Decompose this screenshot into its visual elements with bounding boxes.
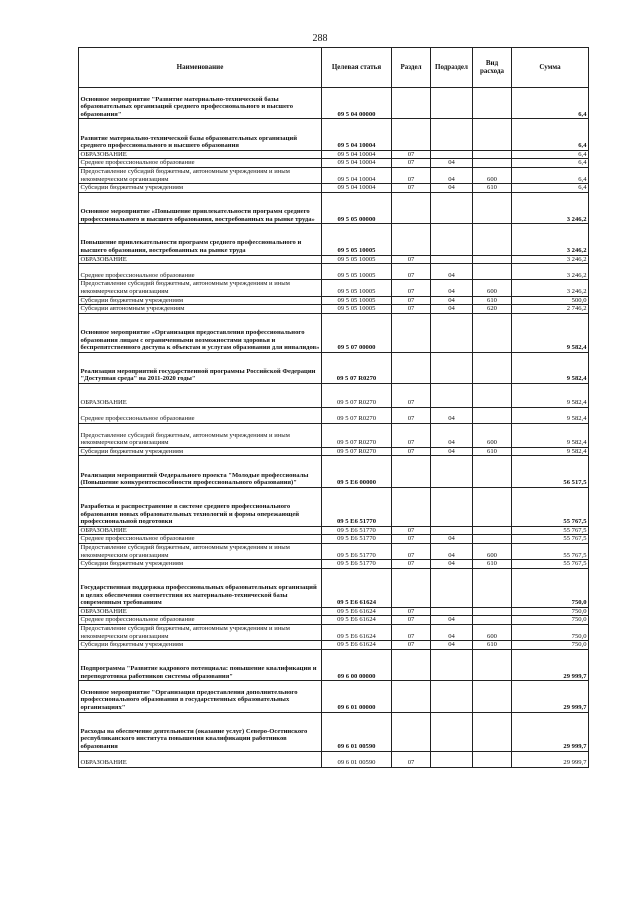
cell-expense-type — [473, 313, 512, 352]
cell-article: 09 5 07 00000 — [322, 313, 392, 352]
cell-sum: 29 999,7 — [512, 649, 589, 680]
cell-section: 07 — [392, 616, 431, 625]
cell-article: 09 5 E6 61624 — [322, 641, 392, 650]
cell-subsection — [431, 224, 473, 255]
cell-name: Основное мероприятие "Развитие материально-технической базы образовательных организаций среднего профессионального и высшего образования" — [79, 88, 322, 119]
cell-sum: 9 582,4 — [512, 424, 589, 448]
cell-expense-type — [473, 159, 512, 168]
cell-article: 09 5 E6 61624 — [322, 607, 392, 616]
cell-expense-type: 600 — [473, 424, 512, 448]
cell-expense-type — [473, 751, 512, 767]
table-row — [79, 264, 589, 280]
cell-subsection: 04 — [431, 167, 473, 183]
header-sum: Сумма — [512, 48, 589, 88]
cell-subsection — [431, 313, 473, 352]
cell-sum: 750,0 — [512, 568, 589, 607]
cell-expense-type — [473, 255, 512, 264]
cell-subsection: 04 — [431, 305, 473, 314]
cell-subsection: 04 — [431, 560, 473, 569]
cell-expense-type — [473, 88, 512, 119]
cell-subsection: 04 — [431, 616, 473, 625]
table-row — [79, 560, 589, 569]
cell-sum: 56 517,5 — [512, 456, 589, 487]
budget-table — [78, 47, 589, 768]
table-row — [79, 119, 589, 150]
cell-subsection — [431, 568, 473, 607]
table-row — [79, 424, 589, 448]
table-row — [79, 255, 589, 264]
cell-name: ОБРАЗОВАНИЕ — [79, 384, 322, 408]
cell-name: Основное мероприятие "Организация предоставления дополнительного профессионального образования в государственных образовательных организациях" — [79, 681, 322, 712]
cell-article: 09 5 04 00000 — [322, 88, 392, 119]
cell-sum: 750,0 — [512, 641, 589, 650]
cell-name: ОБРАЗОВАНИЕ — [79, 607, 322, 616]
cell-section: 07 — [392, 150, 431, 159]
cell-section: 07 — [392, 167, 431, 183]
table-row — [79, 751, 589, 767]
cell-section — [392, 192, 431, 223]
cell-sum: 750,0 — [512, 607, 589, 616]
cell-expense-type: 600 — [473, 280, 512, 296]
cell-name: Субсидии автономным учреждениям — [79, 305, 322, 314]
cell-article: 09 5 05 10005 — [322, 305, 392, 314]
cell-article: 09 5 E6 51770 — [322, 544, 392, 560]
cell-name: ОБРАЗОВАНИЕ — [79, 751, 322, 767]
cell-sum: 500,0 — [512, 296, 589, 305]
cell-subsection — [431, 456, 473, 487]
cell-expense-type — [473, 649, 512, 680]
header-section: Раздел — [392, 48, 431, 88]
cell-expense-type — [473, 487, 512, 526]
cell-section: 07 — [392, 641, 431, 650]
cell-expense-type — [473, 535, 512, 544]
cell-name: Реализация мероприятий государственной программы Российской Федерации "Доступная среда" на 2011-2020 годы" — [79, 352, 322, 383]
cell-section: 07 — [392, 447, 431, 456]
cell-subsection: 04 — [431, 407, 473, 423]
cell-subsection: 04 — [431, 544, 473, 560]
cell-subsection — [431, 649, 473, 680]
cell-subsection — [431, 712, 473, 751]
table-row — [79, 526, 589, 535]
cell-name: Предоставление субсидий бюджетным, автономным учреждениям и иным некоммерческим организациям — [79, 424, 322, 448]
cell-expense-type: 610 — [473, 447, 512, 456]
cell-subsection: 04 — [431, 184, 473, 193]
cell-name: Подпрограмма "Развитие кадрового потенциала: повышение квалификации и переподготовка работников системы образования" — [79, 649, 322, 680]
cell-expense-type — [473, 526, 512, 535]
cell-article: 09 5 05 10005 — [322, 224, 392, 255]
cell-name: Предоставление субсидий бюджетным, автономным учреждениям и иным некоммерческим организациям — [79, 280, 322, 296]
cell-name: Государственная поддержка профессиональных образовательных организаций в целях обеспечения соответствия их материально-технической базы современным требованиям — [79, 568, 322, 607]
cell-subsection: 04 — [431, 625, 473, 641]
cell-sum: 55 767,5 — [512, 487, 589, 526]
cell-expense-type: 610 — [473, 560, 512, 569]
cell-section: 07 — [392, 544, 431, 560]
cell-article: 09 5 07 R0270 — [322, 447, 392, 456]
table-row — [79, 456, 589, 487]
cell-article: 09 5 04 10004 — [322, 159, 392, 168]
cell-article: 09 5 05 10005 — [322, 264, 392, 280]
cell-expense-type — [473, 150, 512, 159]
cell-sum: 9 582,4 — [512, 384, 589, 408]
cell-article: 09 5 07 R0270 — [322, 384, 392, 408]
cell-expense-type: 610 — [473, 296, 512, 305]
cell-expense-type — [473, 407, 512, 423]
cell-sum: 29 999,7 — [512, 681, 589, 712]
cell-article: 09 5 04 10004 — [322, 184, 392, 193]
cell-name: ОБРАЗОВАНИЕ — [79, 526, 322, 535]
table-row — [79, 184, 589, 193]
header-subsection: Подраздел — [431, 48, 473, 88]
table-row — [79, 487, 589, 526]
table-row — [79, 616, 589, 625]
cell-article: 09 5 E6 51770 — [322, 560, 392, 569]
cell-sum: 750,0 — [512, 616, 589, 625]
cell-article: 09 5 07 R0270 — [322, 352, 392, 383]
cell-article: 09 5 05 00000 — [322, 192, 392, 223]
cell-section: 07 — [392, 535, 431, 544]
cell-name: Развитие материально-технической базы образовательных организаций среднего профессионального и высшего образования — [79, 119, 322, 150]
cell-subsection — [431, 487, 473, 526]
cell-subsection: 04 — [431, 159, 473, 168]
cell-expense-type — [473, 192, 512, 223]
cell-subsection — [431, 255, 473, 264]
cell-sum: 55 767,5 — [512, 526, 589, 535]
cell-section: 07 — [392, 560, 431, 569]
table-row — [79, 224, 589, 255]
table-row — [79, 88, 589, 119]
table-row — [79, 296, 589, 305]
cell-expense-type — [473, 352, 512, 383]
table-header-row — [79, 48, 589, 88]
cell-sum: 3 246,2 — [512, 192, 589, 223]
cell-subsection — [431, 119, 473, 150]
cell-section: 07 — [392, 424, 431, 448]
table-row — [79, 280, 589, 296]
cell-expense-type — [473, 119, 512, 150]
cell-expense-type — [473, 681, 512, 712]
cell-subsection — [431, 526, 473, 535]
cell-sum: 9 582,4 — [512, 407, 589, 423]
cell-sum: 2 746,2 — [512, 305, 589, 314]
cell-section: 07 — [392, 384, 431, 408]
cell-sum: 6,4 — [512, 150, 589, 159]
cell-sum: 55 767,5 — [512, 544, 589, 560]
cell-subsection: 04 — [431, 280, 473, 296]
table-row — [79, 384, 589, 408]
header-expense-type: Вид расхода — [473, 48, 512, 88]
cell-subsection: 04 — [431, 535, 473, 544]
cell-sum: 3 246,2 — [512, 255, 589, 264]
cell-subsection: 04 — [431, 447, 473, 456]
cell-sum: 6,4 — [512, 159, 589, 168]
cell-article: 09 5 05 10005 — [322, 280, 392, 296]
cell-section: 07 — [392, 296, 431, 305]
cell-subsection: 04 — [431, 296, 473, 305]
cell-sum: 3 246,2 — [512, 280, 589, 296]
cell-article: 09 5 E6 61624 — [322, 616, 392, 625]
table-row — [79, 192, 589, 223]
cell-article: 09 5 04 10004 — [322, 167, 392, 183]
cell-article: 09 5 E6 51770 — [322, 535, 392, 544]
table-row — [79, 641, 589, 650]
cell-article: 09 5 E6 51770 — [322, 487, 392, 526]
cell-expense-type — [473, 384, 512, 408]
cell-article: 09 5 E6 61624 — [322, 625, 392, 641]
table-row — [79, 150, 589, 159]
table-body — [79, 88, 589, 768]
cell-name: Повышение привлекательности программ среднего профессионального и высшего образования, востребованных на рынке труда — [79, 224, 322, 255]
cell-sum: 55 767,5 — [512, 535, 589, 544]
cell-name: Расходы на обеспечение деятельности (оказание услуг) Северо-Осетинского республиканского института повышения квалификации работников образования — [79, 712, 322, 751]
page-number: 288 — [312, 33, 328, 44]
cell-article: 09 6 01 00000 — [322, 681, 392, 712]
table-row — [79, 681, 589, 712]
cell-section — [392, 224, 431, 255]
cell-section — [392, 568, 431, 607]
cell-section: 07 — [392, 159, 431, 168]
cell-name: Среднее профессиональное образование — [79, 535, 322, 544]
cell-sum: 6,4 — [512, 88, 589, 119]
cell-subsection — [431, 751, 473, 767]
cell-name: Субсидии бюджетным учреждениям — [79, 560, 322, 569]
cell-name: ОБРАЗОВАНИЕ — [79, 150, 322, 159]
cell-section — [392, 313, 431, 352]
cell-sum: 29 999,7 — [512, 751, 589, 767]
cell-sum: 9 582,4 — [512, 352, 589, 383]
header-article: Целевая статья — [322, 48, 392, 88]
cell-subsection — [431, 352, 473, 383]
table-row — [79, 544, 589, 560]
cell-name: Предоставление субсидий бюджетным, автономным учреждениям и иным некоммерческим организациям — [79, 625, 322, 641]
cell-name: Субсидии бюджетным учреждениям — [79, 447, 322, 456]
cell-expense-type: 620 — [473, 305, 512, 314]
cell-article: 09 5 E6 51770 — [322, 526, 392, 535]
cell-article: 09 5 05 10005 — [322, 255, 392, 264]
cell-section — [392, 456, 431, 487]
cell-article: 09 5 07 R0270 — [322, 424, 392, 448]
cell-subsection — [431, 88, 473, 119]
cell-expense-type — [473, 616, 512, 625]
cell-expense-type: 600 — [473, 167, 512, 183]
cell-expense-type — [473, 568, 512, 607]
table-row — [79, 535, 589, 544]
cell-article: 09 5 E6 00000 — [322, 456, 392, 487]
cell-expense-type — [473, 712, 512, 751]
table-row — [79, 305, 589, 314]
cell-section: 07 — [392, 607, 431, 616]
cell-section — [392, 88, 431, 119]
cell-section — [392, 119, 431, 150]
cell-subsection — [431, 681, 473, 712]
cell-expense-type: 600 — [473, 625, 512, 641]
cell-subsection — [431, 150, 473, 159]
cell-expense-type: 600 — [473, 544, 512, 560]
cell-name: Разработка и распространение в системе среднего профессионального образования новых образовательных технологий и формы опережающей профессиональной подготовки — [79, 487, 322, 526]
cell-expense-type — [473, 264, 512, 280]
cell-sum: 3 246,2 — [512, 224, 589, 255]
cell-section: 07 — [392, 625, 431, 641]
cell-name: Основное мероприятие «Организация предоставления профессионального образования лицам с ограниченными возможностями здоровья и беспрепятственного доступа к объектам и услугам образования для инвалидов» — [79, 313, 322, 352]
cell-name: Основное мероприятие «Повышение привлекательности программ среднего профессионального и высшего образования, востребованных на рынке труда» — [79, 192, 322, 223]
cell-subsection — [431, 192, 473, 223]
cell-section — [392, 681, 431, 712]
cell-name: Среднее профессиональное образование — [79, 407, 322, 423]
table-row — [79, 568, 589, 607]
table-row — [79, 407, 589, 423]
cell-sum: 3 246,2 — [512, 264, 589, 280]
cell-article: 09 5 04 10004 — [322, 119, 392, 150]
cell-section: 07 — [392, 305, 431, 314]
cell-name: Среднее профессиональное образование — [79, 264, 322, 280]
cell-name: Среднее профессиональное образование — [79, 159, 322, 168]
cell-article: 09 5 05 10005 — [322, 296, 392, 305]
table-row — [79, 167, 589, 183]
cell-subsection — [431, 384, 473, 408]
cell-expense-type — [473, 607, 512, 616]
cell-article: 09 6 01 00590 — [322, 751, 392, 767]
cell-section: 07 — [392, 184, 431, 193]
cell-name: Предоставление субсидий бюджетным, автономным учреждениям и иным некоммерческим организациям — [79, 167, 322, 183]
cell-article: 09 6 01 00590 — [322, 712, 392, 751]
cell-article: 09 6 00 00000 — [322, 649, 392, 680]
table-row — [79, 352, 589, 383]
cell-name: Субсидии бюджетным учреждениям — [79, 641, 322, 650]
cell-name: Реализация мероприятий Федерального проекта "Молодые профессионалы (Повышение конкурентоспособности профессионального образования)" — [79, 456, 322, 487]
cell-expense-type: 610 — [473, 641, 512, 650]
header-name: Наименование — [79, 48, 322, 88]
cell-subsection: 04 — [431, 641, 473, 650]
cell-sum: 750,0 — [512, 625, 589, 641]
cell-sum: 29 999,7 — [512, 712, 589, 751]
cell-article: 09 5 E6 61624 — [322, 568, 392, 607]
table-row — [79, 712, 589, 751]
cell-section — [392, 487, 431, 526]
cell-article: 09 5 04 10004 — [322, 150, 392, 159]
table-row — [79, 649, 589, 680]
cell-name: Предоставление субсидий бюджетным, автономным учреждениям и иным некоммерческим организациям — [79, 544, 322, 560]
cell-expense-type — [473, 224, 512, 255]
table-row — [79, 607, 589, 616]
cell-section: 07 — [392, 407, 431, 423]
cell-section: 07 — [392, 255, 431, 264]
table-row — [79, 159, 589, 168]
cell-sum: 6,4 — [512, 119, 589, 150]
table-row — [79, 313, 589, 352]
cell-subsection: 04 — [431, 264, 473, 280]
table-row — [79, 625, 589, 641]
cell-sum: 6,4 — [512, 184, 589, 193]
cell-expense-type: 610 — [473, 184, 512, 193]
cell-name: ОБРАЗОВАНИЕ — [79, 255, 322, 264]
cell-expense-type — [473, 456, 512, 487]
cell-sum: 6,4 — [512, 167, 589, 183]
cell-name: Субсидии бюджетным учреждениям — [79, 184, 322, 193]
cell-sum: 55 767,5 — [512, 560, 589, 569]
cell-name: Субсидии бюджетным учреждениям — [79, 296, 322, 305]
cell-section — [392, 649, 431, 680]
cell-subsection — [431, 607, 473, 616]
cell-section: 07 — [392, 751, 431, 767]
cell-section: 07 — [392, 280, 431, 296]
cell-section: 07 — [392, 526, 431, 535]
cell-name: Среднее профессиональное образование — [79, 616, 322, 625]
cell-subsection: 04 — [431, 424, 473, 448]
cell-section — [392, 712, 431, 751]
table-row — [79, 447, 589, 456]
cell-section: 07 — [392, 264, 431, 280]
cell-section — [392, 352, 431, 383]
cell-sum: 9 582,4 — [512, 447, 589, 456]
cell-article: 09 5 07 R0270 — [322, 407, 392, 423]
cell-sum: 9 582,4 — [512, 313, 589, 352]
